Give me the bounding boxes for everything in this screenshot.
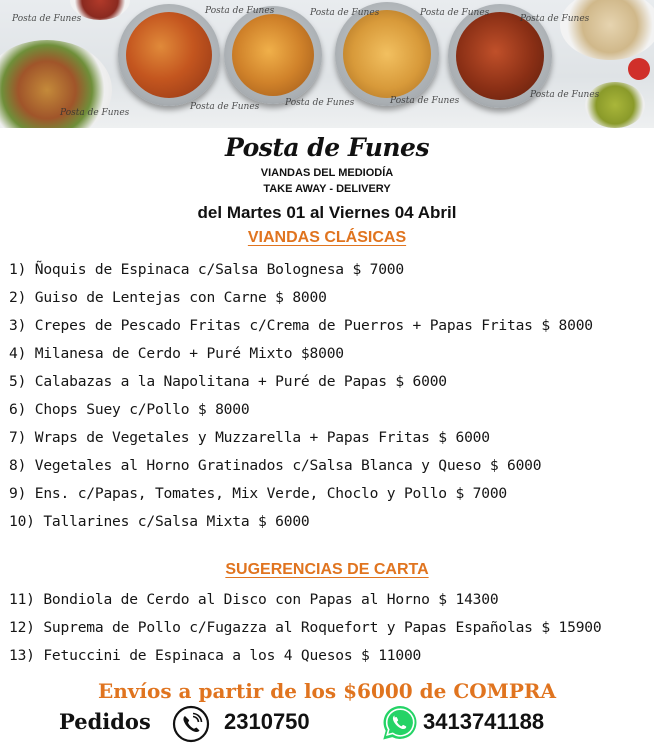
menu-item: 12) Suprema de Pollo c/Fugazza al Roquefort y Papas Españolas $ 15900 (9, 619, 602, 636)
banner-watermark: Posta de Funes (520, 14, 590, 24)
banner-watermark: Posta de Funes (205, 6, 275, 16)
banner-watermark: Posta de Funes (190, 102, 260, 112)
banner-watermark: Posta de Funes (310, 8, 380, 18)
subtitle-takeaway: TAKE AWAY - DELIVERY (263, 183, 391, 195)
classic-section-title: VIANDAS CLÁSICAS (247, 229, 407, 246)
menu-item: 13) Fetuccini de Espinaca a los 4 Quesos $ 11000 (9, 647, 422, 664)
menu-item: 10) Tallarines c/Salsa Mixta $ 6000 (9, 513, 310, 530)
food-photo-banner (0, 0, 654, 128)
whatsapp-icon (380, 703, 420, 743)
brand-title: Posta de Funes (224, 133, 430, 162)
phone-icon (172, 705, 210, 743)
orders-label: Pedidos (59, 709, 151, 734)
banner-watermark: Posta de Funes (285, 98, 355, 108)
green-sauce-image (585, 82, 645, 128)
whatsapp-number[interactable]: 3413741188 (423, 709, 545, 734)
curry-pot-1-image (118, 4, 220, 106)
kebab-plate-image (560, 0, 654, 60)
menu-item: 8) Vegetales al Horno Gratinados c/Salsa Blanca y Queso $ 6000 (9, 457, 542, 474)
menu-item: 2) Guiso de Lentejas con Carne $ 8000 (9, 289, 327, 306)
subtitle-viandas: VIANDAS DEL MEDIODÍA (260, 167, 394, 179)
banner-watermark: Posta de Funes (530, 90, 600, 100)
menu-item: 9) Ens. c/Papas, Tomates, Mix Verde, Choclo y Pollo $ 7000 (9, 485, 507, 502)
banner-watermark: Posta de Funes (390, 96, 460, 106)
banner-watermark: Posta de Funes (420, 8, 490, 18)
menu-item: 11) Bondiola de Cerdo al Disco con Papas al Horno $ 14300 (9, 591, 499, 608)
menu-item: 6) Chops Suey c/Pollo $ 8000 (9, 401, 250, 418)
chicken-pot-image (224, 6, 322, 104)
suggestions-section-title: SUGERENCIAS DE CARTA (225, 561, 429, 578)
banner-watermark: Posta de Funes (60, 108, 130, 118)
banner-watermark: Posta de Funes (12, 14, 82, 24)
menu-item: 1) Ñoquis de Espinaca c/Salsa Bolognesa $ 7000 (9, 261, 404, 278)
phone-number[interactable]: 2310750 (224, 709, 310, 734)
menu-item: 5) Calabazas a la Napolitana + Puré de Papas $ 6000 (9, 373, 447, 390)
menu-item: 3) Crepes de Pescado Fritas c/Crema de Puerros + Papas Fritas $ 8000 (9, 317, 593, 334)
tomato-image (628, 58, 650, 80)
shipping-note: Envíos a partir de los $6000 de COMPRA (97, 679, 556, 703)
menu-item: 4) Milanesa de Cerdo + Puré Mixto $8000 (9, 345, 344, 362)
menu-item: 7) Wraps de Vegetales y Muzzarella + Papas Fritas $ 6000 (9, 429, 490, 446)
date-range: del Martes 01 al Viernes 04 Abril (197, 203, 457, 222)
